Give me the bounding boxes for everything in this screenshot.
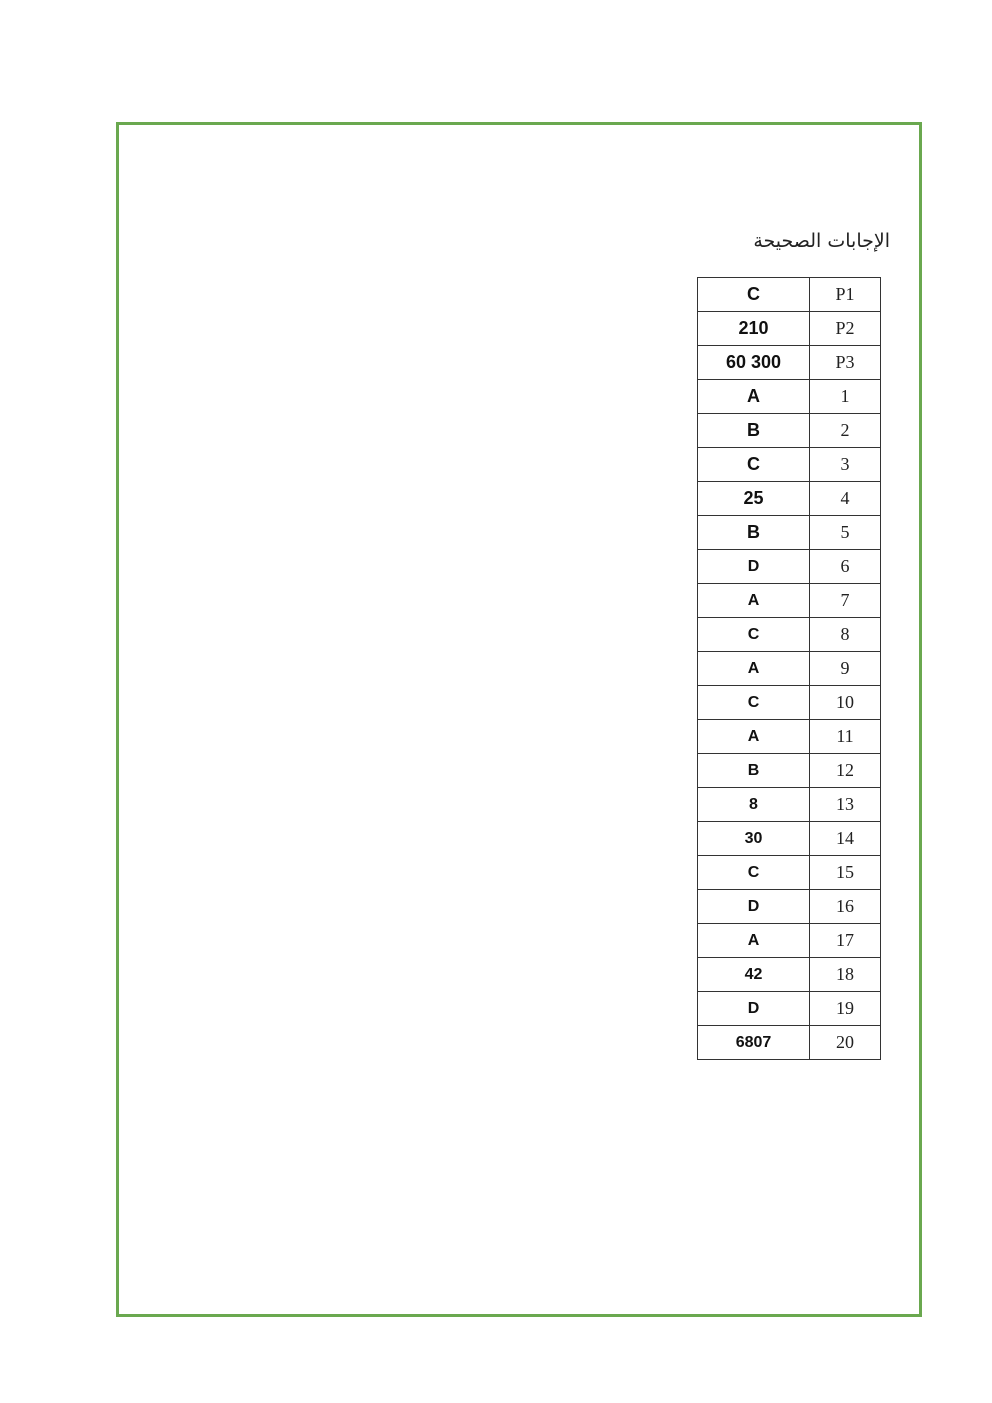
answer-cell: D (698, 550, 810, 584)
table-row (698, 312, 881, 346)
question-number-cell: 9 (810, 652, 881, 686)
answer-cell: D (698, 890, 810, 924)
question-number-cell: P1 (810, 278, 881, 312)
answer-cell: 8 (698, 788, 810, 822)
table-row (698, 1026, 881, 1060)
table-row (698, 992, 881, 1026)
question-number-cell: 8 (810, 618, 881, 652)
table-row (698, 788, 881, 822)
answer-cell: B (698, 516, 810, 550)
answer-cell: C (698, 856, 810, 890)
table-row (698, 618, 881, 652)
answer-cell: A (698, 720, 810, 754)
question-number-cell: 2 (810, 414, 881, 448)
table-row (698, 516, 881, 550)
answer-cell: C (698, 686, 810, 720)
answer-key-body (698, 278, 881, 1060)
answer-cell: 42 (698, 958, 810, 992)
answer-cell: C (698, 618, 810, 652)
table-row (698, 686, 881, 720)
table-row (698, 754, 881, 788)
question-number-cell: 6 (810, 550, 881, 584)
table-row (698, 550, 881, 584)
answer-cell: 30 (698, 822, 810, 856)
table-row (698, 482, 881, 516)
question-number-cell: 17 (810, 924, 881, 958)
table-row (698, 448, 881, 482)
table-row (698, 720, 881, 754)
table-row (698, 890, 881, 924)
answer-cell: B (698, 754, 810, 788)
answer-cell: 6807 (698, 1026, 810, 1060)
table-row (698, 380, 881, 414)
table-row (698, 958, 881, 992)
answer-key-table (697, 277, 881, 1060)
page-title: الإجابات الصحيحة (753, 230, 890, 252)
answer-cell: A (698, 380, 810, 414)
table-row (698, 278, 881, 312)
answer-cell: 60 300 (698, 346, 810, 380)
question-number-cell: 5 (810, 516, 881, 550)
answer-cell: A (698, 652, 810, 686)
question-number-cell: 7 (810, 584, 881, 618)
answer-cell: B (698, 414, 810, 448)
table-row (698, 924, 881, 958)
question-number-cell: 3 (810, 448, 881, 482)
question-number-cell: 12 (810, 754, 881, 788)
answer-cell: C (698, 448, 810, 482)
answer-cell: C (698, 278, 810, 312)
question-number-cell: 1 (810, 380, 881, 414)
answer-cell: A (698, 584, 810, 618)
answer-cell: D (698, 992, 810, 1026)
table-row (698, 652, 881, 686)
table-row (698, 346, 881, 380)
question-number-cell: 4 (810, 482, 881, 516)
table-row (698, 822, 881, 856)
table-row (698, 414, 881, 448)
table-row (698, 584, 881, 618)
question-number-cell: 14 (810, 822, 881, 856)
answer-cell: 210 (698, 312, 810, 346)
question-number-cell: 15 (810, 856, 881, 890)
question-number-cell: 20 (810, 1026, 881, 1060)
table-row (698, 856, 881, 890)
question-number-cell: P2 (810, 312, 881, 346)
question-number-cell: 16 (810, 890, 881, 924)
question-number-cell: 10 (810, 686, 881, 720)
answer-cell: 25 (698, 482, 810, 516)
question-number-cell: P3 (810, 346, 881, 380)
answer-cell: A (698, 924, 810, 958)
question-number-cell: 19 (810, 992, 881, 1026)
question-number-cell: 18 (810, 958, 881, 992)
question-number-cell: 13 (810, 788, 881, 822)
question-number-cell: 11 (810, 720, 881, 754)
